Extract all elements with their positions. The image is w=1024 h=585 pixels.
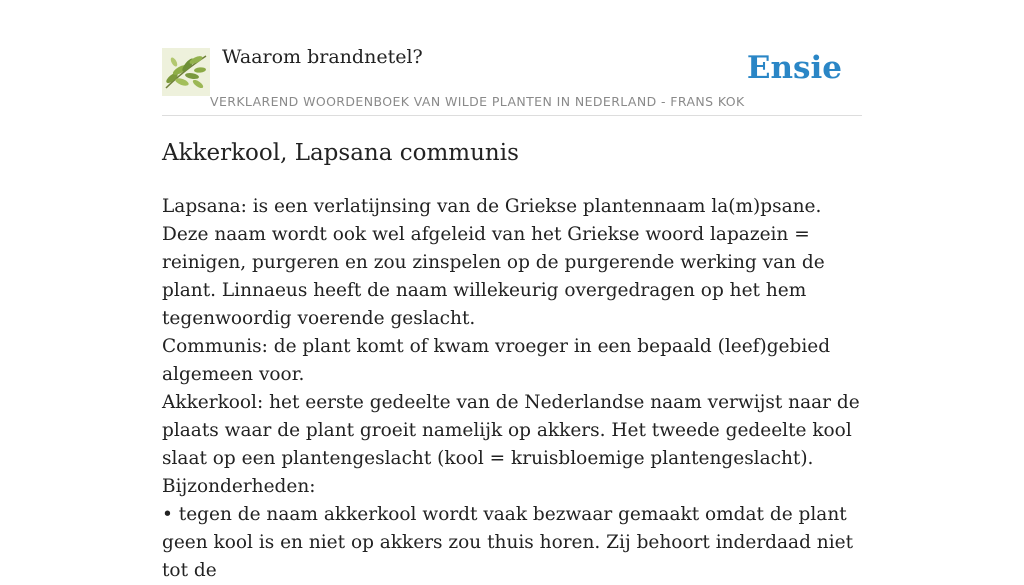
- dictionary-subtitle[interactable]: VERKLAREND WOORDENBOEK VAN WILDE PLANTEN IN NEDERLAND - FRANS KOK: [210, 94, 745, 109]
- paragraph-bijzonderheden: Bijzonderheden:: [162, 476, 316, 497]
- avatar[interactable]: [162, 48, 210, 96]
- paragraph-lapsana: Lapsana: is een verlatijnsing van de Griekse plantennaam la(m)psane. Deze naam wordt ook wel afgeleid van het Griekse woord lapazein = reinigen, purgeren en zou zinspelen op de purgerende werking van de plant. Linnaeus heeft de naam willekeurig overgedragen op het hem tegenwoordig voerende geslacht.: [162, 196, 825, 329]
- leaf-illustration-icon: [162, 48, 210, 96]
- paragraph-akkerkool: Akkerkool: het eerste gedeelte van de Nederlandse naam verwijst naar de plaats waar de plant groeit namelijk op akkers. Het tweede gedeelte kool slaat op een plantengeslacht (kool = kruisbloemige plantengeslacht).: [162, 392, 860, 469]
- site-title[interactable]: Waarom brandnetel?: [222, 46, 423, 68]
- header-divider: [162, 115, 862, 116]
- article-body: [162, 193, 872, 585]
- brand-logo[interactable]: Ensie: [746, 50, 842, 86]
- paragraph-communis: Communis: de plant komt of kwam vroeger in een bepaald (leef)gebied algemeen voor.: [162, 336, 831, 385]
- header: [162, 44, 862, 116]
- page-title: Akkerkool, Lapsana communis: [162, 140, 519, 166]
- paragraph-bullet: • tegen de naam akkerkool wordt vaak bezwaar gemaakt omdat de plant geen kool is en niet op akkers zou thuis horen. Zij behoort inderdaad niet tot de: [162, 504, 854, 581]
